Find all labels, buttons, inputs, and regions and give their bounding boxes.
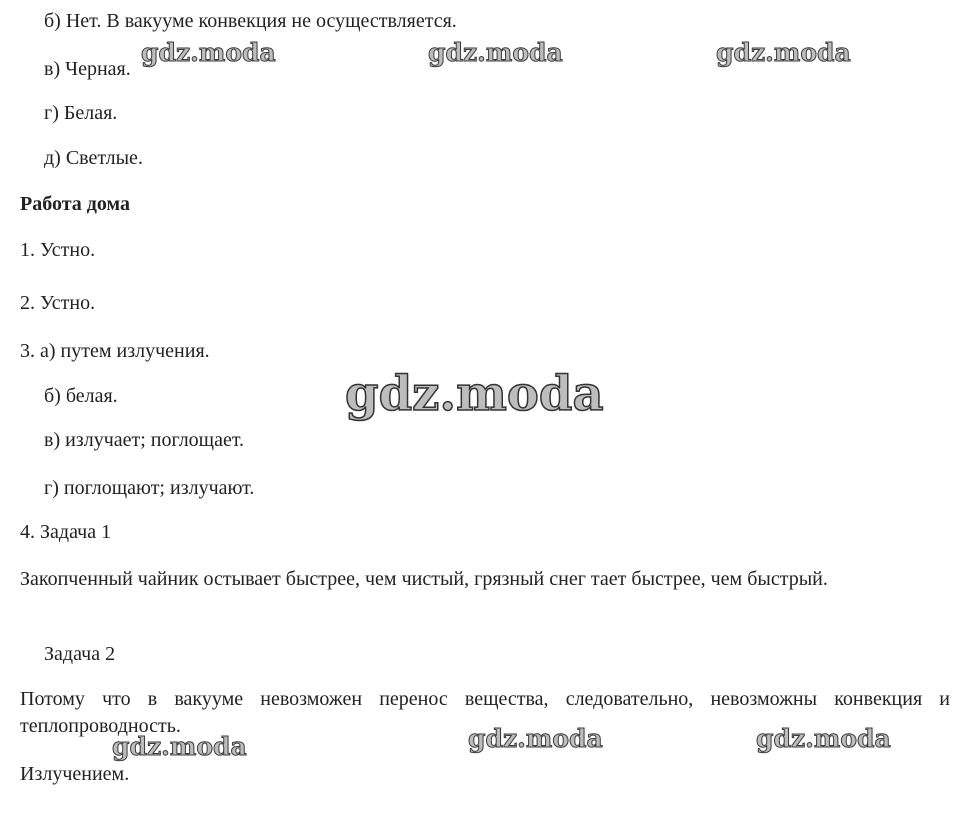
answer-b-vacuum: б) Нет. В вакууме конвекция не осуществляется. [44,10,457,32]
task2-answer: Потому что в вакууме невозможен перенос вещества, следовательно, невозможны конвекция и теплопроводность. [20,688,950,737]
home-item-3a: 3. а) путем излучения. [20,340,210,362]
watermark: gdz.moda [468,724,603,753]
home-item-3b: б) белая. [44,385,118,407]
home-item-1: 1. Устно. [20,239,96,261]
home-item-4-task1: 4. Задача 1 [20,521,112,543]
watermark: gdz.moda [716,38,851,67]
watermark: gdz.moda [756,724,891,753]
watermark: gdz.moda [345,366,604,422]
home-item-2: 2. Устно. [20,292,96,314]
answer-g-white: г) Белая. [44,102,118,124]
home-item-3v: в) излучает; поглощает. [44,429,245,451]
answer-radiation: Излучением. [20,763,130,785]
task1-answer: Закопченный чайник остывает быстрее, чем чистый, грязный снег тает быстрее, чем быстрый. [20,568,828,590]
home-item-3g: г) поглощают; излучают. [44,477,255,499]
task2-label: Задача 2 [44,643,116,665]
answer-v-black: в) Черная. [44,58,131,80]
watermark: gdz.moda [141,38,276,67]
watermark: gdz.moda [428,38,563,67]
watermark: gdz.moda [112,732,247,761]
answer-d-light: д) Светлые. [44,147,143,169]
section-heading-home-work: Работа дома [20,193,130,215]
